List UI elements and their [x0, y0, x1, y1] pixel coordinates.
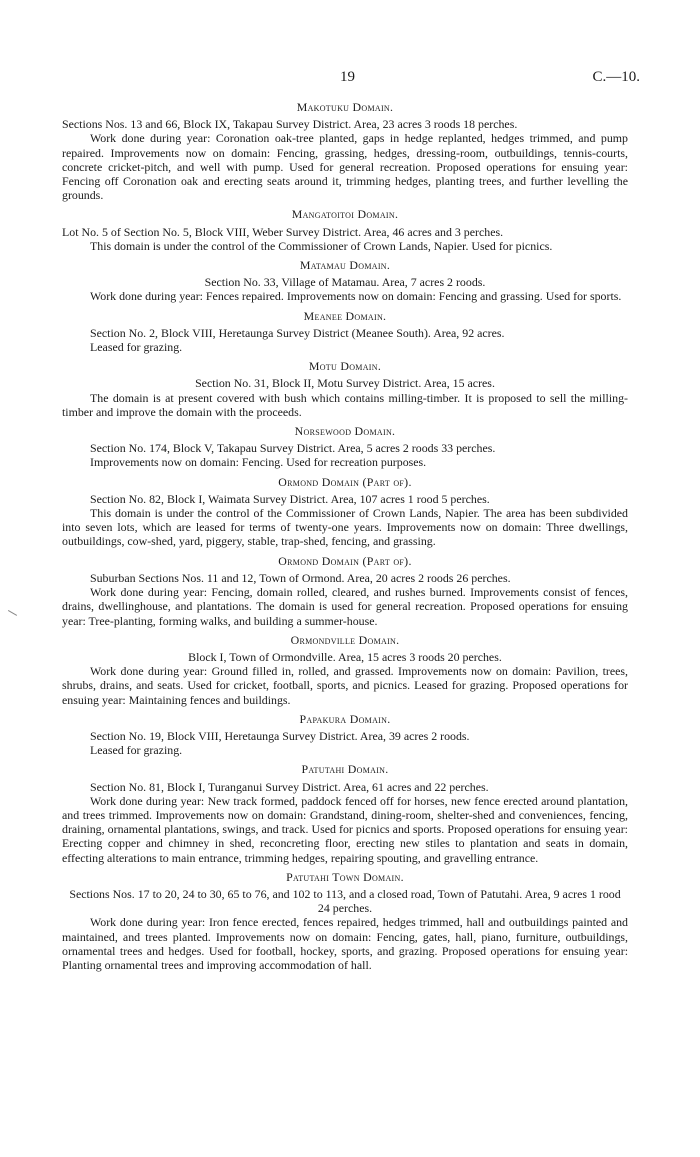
section-paragraph: This domain is under the control of the Commissioner of Crown Lands, Napier. Used for picnics.: [90, 238, 553, 253]
section-title: Ormond Domain (Part of).: [278, 474, 412, 489]
section-title: Mangatoitoi Domain.: [291, 207, 399, 222]
domain-section: [62, 870, 628, 972]
section-description: Section No. 81, Block I, Turanganui Survey District. Area, 61 acres and 22 perches.: [90, 779, 489, 794]
section-title: Norsewood Domain.: [294, 424, 396, 439]
domain-section: [62, 712, 628, 758]
section-paragraph: Work done during year: Iron fence erected, fences repaired, hedges trimmed, hall and outbuildings painted and maintained, and trees planted. Improvements now on domain: Fencing, gates, hall, piano, furniture, outbuildings, ornamental trees and hedges. Used for football, hockey, sports, and grazing. Proposed operations for ensuing year: Planting ornamental trees and improving accommodation of hall.: [62, 915, 628, 972]
domain-section: [62, 475, 628, 549]
section-paragraph: Work done during year: New track formed, paddock fenced off for horses, new fence erected around plantation, and trees trimmed. Improvements now on domain: Grandstand, dining-room, shelter-shed and conveniences, fencing, draining, ornamental plantations, swings, and track. Used for picnics and sports. Proposed operations for ensuing year: Erecting copper and chimney in shed, reconcreting floor, erecting new stiles to plantation and seats in domain, effecting alterations to main entrance, trimming hedges, repairing spouting, and gravelling entrance.: [62, 793, 628, 865]
section-description: Block I, Town of Ormondville. Area, 15 acres 3 roods 20 perches.: [188, 649, 502, 664]
section-description: Lot No. 5 of Section No. 5, Block VIII, Weber Survey District. Area, 46 acres and 3 perches.: [62, 224, 504, 239]
section-description: Section No. 33, Village of Matamau. Area, 7 acres 2 roods.: [204, 275, 486, 290]
section-description: Section No. 174, Block V, Takapau Survey District. Area, 5 acres 2 roods 33 perches.: [90, 441, 496, 456]
section-paragraph: Work done during year: Fences repaired. Improvements now on domain: Fencing and grassing. Used for sports.: [90, 289, 622, 304]
section-paragraph: The domain is at present covered with bush which contains milling-timber. It is proposed to sell the milling-timber and improve the domain with the proceeds.: [62, 390, 628, 419]
section-title: Patutahi Town Domain.: [286, 869, 404, 884]
domain-section: [62, 554, 628, 628]
margin-mark: [5, 610, 17, 621]
section-description: Sections Nos. 13 and 66, Block IX, Takapau Survey District. Area, 23 acres 3 roods 18 perches.: [62, 117, 518, 132]
section-title: Meanee Domain.: [303, 308, 387, 323]
section-title: Matamau Domain.: [299, 258, 391, 273]
section-title: Ormondville Domain.: [290, 632, 400, 647]
section-description: Suburban Sections Nos. 11 and 12, Town of Ormond. Area, 20 acres 2 roods 26 perches.: [90, 570, 511, 585]
domain-section: [62, 633, 628, 707]
domain-section: [62, 309, 628, 355]
section-paragraph: Leased for grazing.: [90, 340, 183, 355]
section-description: Section No. 31, Block II, Motu Survey District. Area, 15 acres.: [195, 376, 495, 391]
section-title: Papakura Domain.: [299, 711, 391, 726]
page-number: 19: [340, 69, 355, 85]
section-title: Motu Domain.: [308, 359, 382, 374]
domain-section: [62, 100, 628, 202]
section-paragraph: Leased for grazing.: [90, 743, 183, 758]
section-title: Patutahi Domain.: [301, 762, 389, 777]
section-title: Ormond Domain (Part of).: [278, 553, 412, 568]
page-header: [0, 70, 700, 86]
domain-list: [62, 100, 628, 977]
section-paragraph: Improvements now on domain: Fencing. Used for recreation purposes.: [90, 455, 427, 470]
section-paragraph: Work done during year: Ground filled in, rolled, and grassed. Improvements now on domain: Pavilion, trees, shrubs, drains, and seats. Used for cricket, football, sports, and picnics. Leased for grazing. Proposed operations for ensuing year: Maintaining fences and buildings.: [62, 664, 628, 707]
section-description: Section No. 19, Block VIII, Heretaunga Survey District. Area, 39 acres 2 roods.: [90, 728, 470, 743]
section-description: Sections Nos. 17 to 20, 24 to 30, 65 to 76, and 102 to 113, and a closed road, Town of Patutahi. Area, 9 acres 1 rood 24 perches.: [69, 886, 621, 916]
domain-section: [62, 359, 628, 419]
section-description: Section No. 82, Block I, Waimata Survey District. Area, 107 acres 1 rood 5 perches.: [90, 491, 490, 506]
section-description: Section No. 2, Block VIII, Heretaunga Survey District (Meanee South). Area, 92 acres.: [90, 325, 505, 340]
domain-section: [62, 258, 628, 304]
domain-section: [62, 762, 628, 864]
section-title: Makotuku Domain.: [296, 100, 394, 114]
document-reference: C.—10.: [592, 69, 640, 85]
domain-section: [62, 424, 628, 470]
section-paragraph: This domain is under the control of the Commissioner of Crown Lands, Napier. The area has been subdivided into seven lots, which are leased for terms of twenty-one years. Improvements now on domain: Three dwellings, outbuildings, cow-shed, yard, piggery, stable, trap-shed, fencing, and grassing.: [62, 506, 628, 549]
domain-section: [62, 207, 628, 253]
section-paragraph: Work done during year: Fencing, domain rolled, cleared, and rushes burned. Improvements consist of fences, drains, dwellinghouse, and plantations. The domain is used for general recreation. Proposed operations for ensuing year: Tree-planting, forming walks, and building a summer-house.: [62, 585, 628, 628]
section-paragraph: Work done during year: Coronation oak-tree planted, gaps in hedge replanted, hedges trimmed, and pump repaired. Improvements now on domain: Fencing, grassing, hedges, dressing-room, outbuildings, tennis-courts, concrete cricket-pitch, and well with pump. Used for general recreation. Proposed operations for ensuing year: Fencing off Coronation oak and erecting seats around it, trimming hedges, planting trees, and further levelling the grounds.: [62, 131, 628, 203]
